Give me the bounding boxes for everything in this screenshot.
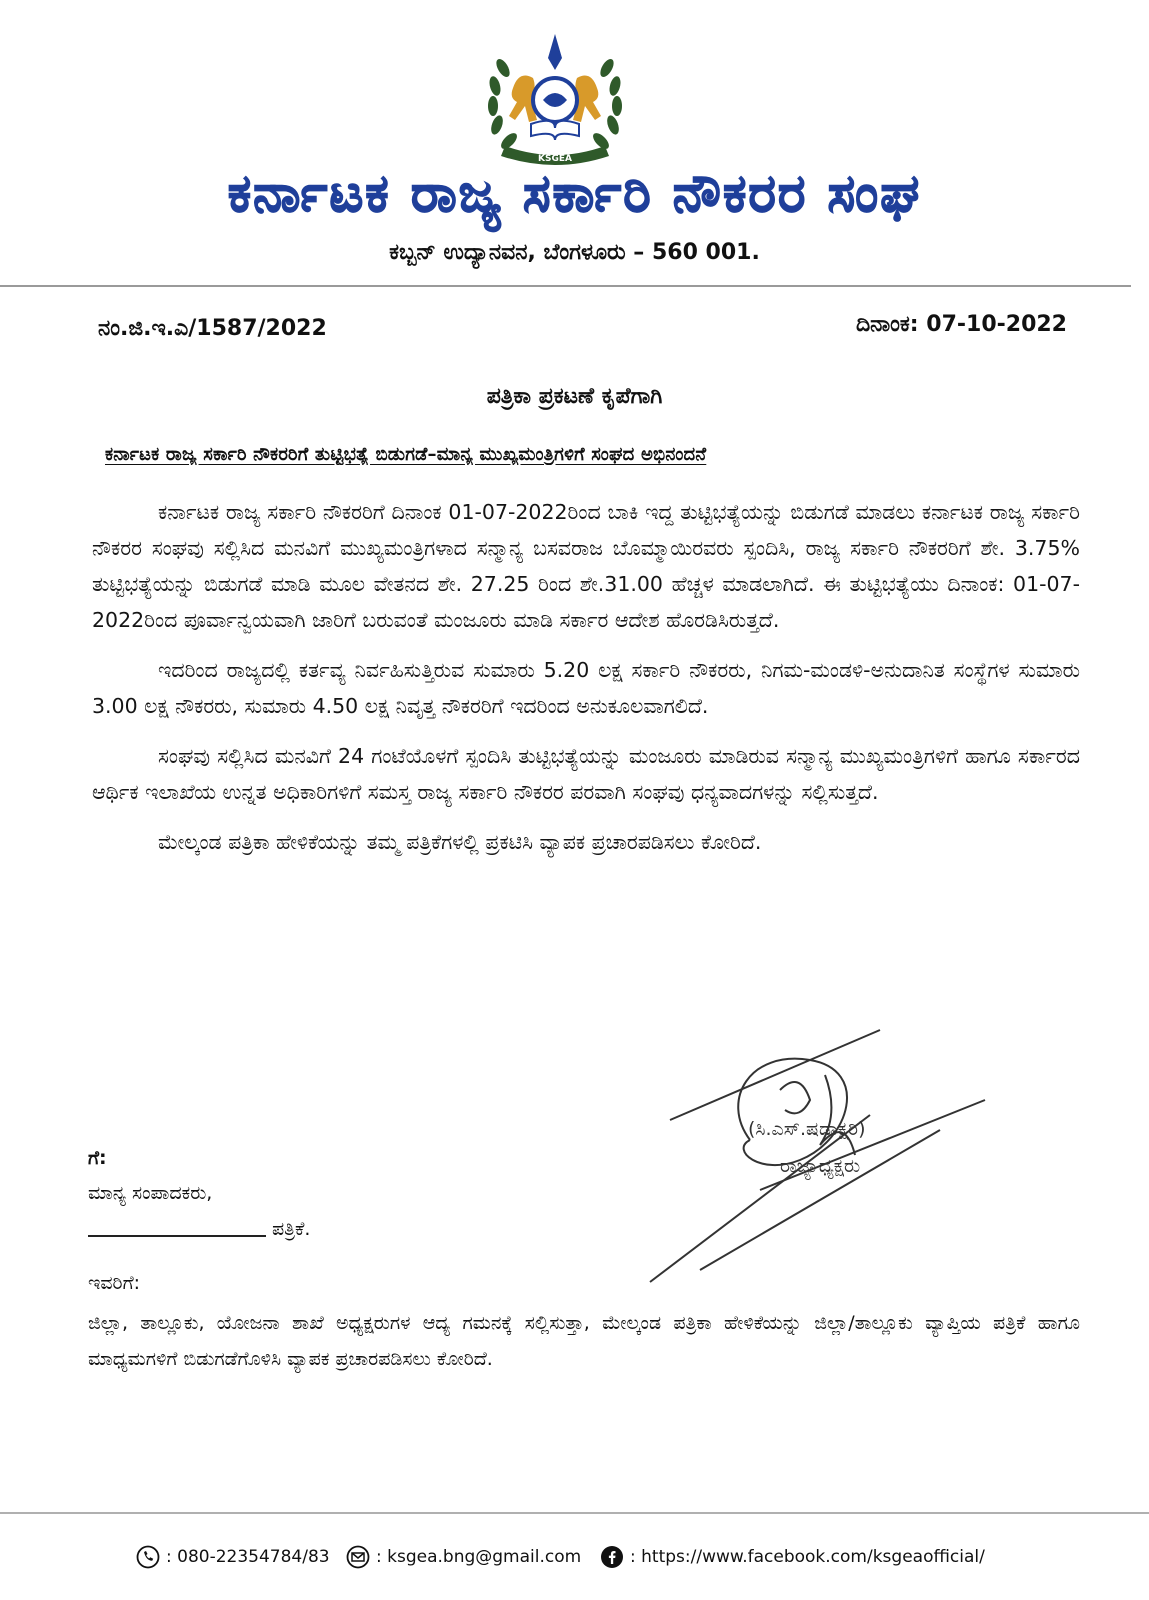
- cc-label: ಇವರಿಗೆ:: [88, 1272, 141, 1294]
- ksgea-emblem: [473, 28, 637, 168]
- recipient-line: ಮಾನ್ಯ ಸಂಪಾದಕರು,: [88, 1182, 213, 1204]
- organization-address: ಕಬ್ಬನ್ ಉದ್ಯಾನವನ, ಬೆಂಗಳೂರು – 560 001.: [389, 240, 760, 265]
- letter-body: [92, 494, 1080, 874]
- book-icon: [531, 121, 579, 140]
- cc-text: ಜಿಲ್ಲಾ, ತಾಲ್ಲೂಕು, ಯೋಜನಾ ಶಾಖೆ ಅಧ್ಯಕ್ಷರುಗಳ ಆದ್ಯ ಗಮನಕ್ಕೆ ಸಲ್ಲಿಸುತ್ತಾ, ಮೇಲ್ಕಂಡ ಪತ್ರಿಕಾ ಹೇಳಿಕೆಯನ್ನು ಜಿಲ್ಲಾ/ತಾಲ್ಲೂಕು ವ್ಯಾಪ್ತಿಯ ಪತ್ರಿಕೆ ಹಾಗೂ ಮಾಧ್ಯಮಗಳಿಗೆ ಬಿಡುಗಡೆಗೊಳಿಸಿ ವ್ಯಾಪಕ ಪ್ರಚಾರಪಡಿಸಲು ಕೋರಿದೆ.: [88, 1312, 1080, 1370]
- email-address[interactable]: : ksgea.bng@gmail.com: [376, 1547, 582, 1567]
- press-release-heading: ಪತ್ರಿಕಾ ಪ್ರಕಟಣೆ ಕೃಪೆಗಾಗಿ: [486, 384, 663, 409]
- facebook-icon: [600, 1545, 624, 1569]
- footer-email: [346, 1545, 581, 1569]
- body-paragraph: ಸಂಘವು ಸಲ್ಲಿಸಿದ ಮನವಿಗೆ 24 ಗಂಟೆಯೊಳಗೆ ಸ್ಪಂದಿಸಿ ತುಟ್ಟಿಭತ್ಯೆಯನ್ನು ಮಂಜೂರು ಮಾಡಿರುವ ಸನ್ಮಾನ್ಯ ಮುಖ್ಯಮಂತ್ರಿಗಳಿಗೆ ಹಾಗೂ ಸರ್ಕಾರದ ಆರ್ಥಿಕ ಇಲಾಖೆಯ ಉನ್ನತ ಅಧಿಕಾರಿಗಳಿಗೆ ಸಮಸ್ತ ರಾಜ್ಯ ಸರ್ಕಾರಿ ನೌಕರರ ಪರವಾಗಿ ಸಂಘವು ಧನ್ಯವಾದಗಳನ್ನು ಸಲ್ಲಿಸುತ್ತದೆ.: [92, 744, 1080, 804]
- recipient-label: ಗೆ:: [88, 1147, 107, 1169]
- phone-icon: [136, 1545, 160, 1569]
- phone-number: : 080-22354784/83: [166, 1547, 330, 1567]
- body-paragraph: ಕರ್ನಾಟಕ ರಾಜ್ಯ ಸರ್ಕಾರಿ ನೌಕರರಿಗೆ ದಿನಾಂಕ 01-07-2022ರಿಂದ ಬಾಕಿ ಇದ್ದ ತುಟ್ಟಿಭತ್ಯೆಯನ್ನು ಬಿಡುಗಡೆ ಮಾಡಲು ಕರ್ನಾಟಕ ರಾಜ್ಯ ಸರ್ಕಾರಿ ನೌಕರರ ಸಂಘವು ಸಲ್ಲಿಸಿದ ಮನವಿಗೆ ಮುಖ್ಯಮಂತ್ರಿಗಳಾದ ಸನ್ಮಾನ್ಯ ಬಸವರಾಜ ಬೊಮ್ಮಾಯಿರವರು ಸ್ಪಂದಿಸಿ, ರಾಜ್ಯ ಸರ್ಕಾರಿ ನೌಕರರಿಗೆ ಶೇ. 3.75% ತುಟ್ಟಿಭತ್ಯೆಯನ್ನು ಬಿಡುಗಡೆ ಮಾಡಿ ಮೂಲ ವೇತನದ ಶೇ. 27.25 ರಿಂದ ಶೇ.31.00 ಹೆಚ್ಚಳ ಮಾಡಲಾಗಿದೆ. ಈ ತುಟ್ಟಿಭತ್ಯೆಯು ದಿನಾಂಕ: 01-07-2022ರಿಂದ ಪೂರ್ವಾನ್ವಯವಾಗಿ ಜಾರಿಗೆ ಬರುವಂತೆ ಮಂಜೂರು ಮಾಡಿ ಸರ್ಕಾರ ಆದೇಶ ಹೊರಡಿಸಿರುತ್ತದೆ.: [92, 500, 1080, 632]
- facebook-url[interactable]: : https://www.facebook.com/ksgeaofficial/: [630, 1547, 985, 1567]
- recipient-newspaper: ಪತ್ರಿಕೆ.: [272, 1218, 311, 1240]
- organization-title: ಕರ್ನಾಟಕ ರಾಜ್ಯ ಸರ್ಕಾರಿ ನೌಕರರ ಸಂಘ: [227, 164, 922, 224]
- body-paragraph: ಇದರಿಂದ ರಾಜ್ಯದಲ್ಲಿ ಕರ್ತವ್ಯ ನಿರ್ವಹಿಸುತ್ತಿರುವ ಸುಮಾರು 5.20 ಲಕ್ಷ ಸರ್ಕಾರಿ ನೌಕರರು, ನಿಗಮ-ಮಂಡಳಿ-ಅನುದಾನಿತ ಸಂಸ್ಥೆಗಳ ಸುಮಾರು 3.00 ಲಕ್ಷ ನೌಕರರು, ಸುಮಾರು 4.50 ಲಕ್ಷ ನಿವೃತ್ತ ನೌಕರರಿಗೆ ಇದರಿಂದ ಅನುಕೂಲವಾಗಲಿದೆ.: [92, 658, 1080, 718]
- pen-nib-icon: [548, 34, 562, 70]
- footer: [0, 1545, 1149, 1575]
- signatory-name: (ಸಿ.ಎಸ್.ಷಡಾಕ್ಷರಿ): [748, 1118, 866, 1140]
- body-paragraph: ಮೇಲ್ಕಂಡ ಪತ್ರಿಕಾ ಹೇಳಿಕೆಯನ್ನು ತಮ್ಮ ಪತ್ರಿಕೆಗಳಲ್ಲಿ ಪ್ರಕಟಿಸಿ ವ್ಯಾಪಕ ಪ್ರಚಾರಪಡಿಸಲು ಕೋರಿದೆ.: [158, 830, 762, 854]
- footer-phone: [136, 1545, 330, 1569]
- subject-line: ಕರ್ನಾಟಕ ರಾಜ್ಯ ಸರ್ಕಾರಿ ನೌಕರರಿಗೆ ತುಟ್ಟಿಭತ್ಯೆ ಬಿಡುಗಡೆ–ಮಾನ್ಯ ಮುಖ್ಯಮಂತ್ರಿಗಳಿಗೆ ಸಂಘದ ಅಭಿನಂದನೆ: [105, 444, 707, 465]
- blank-line: [88, 1235, 266, 1237]
- footer-divider: [0, 1512, 1149, 1514]
- header-divider: [0, 285, 1131, 287]
- footer-facebook: [600, 1545, 985, 1569]
- letter-date: ದಿನಾಂಕ: 07-10-2022: [855, 312, 1067, 337]
- email-icon: [346, 1545, 370, 1569]
- emblem-text: KSGEA: [538, 154, 572, 164]
- signatory-designation: ರಾಜ್ಯಾಧ್ಯಕ್ಷರು: [780, 1155, 861, 1177]
- reference-number: ನಂ.ಜಿ.ಇ.ಎ/1587/2022: [98, 316, 327, 341]
